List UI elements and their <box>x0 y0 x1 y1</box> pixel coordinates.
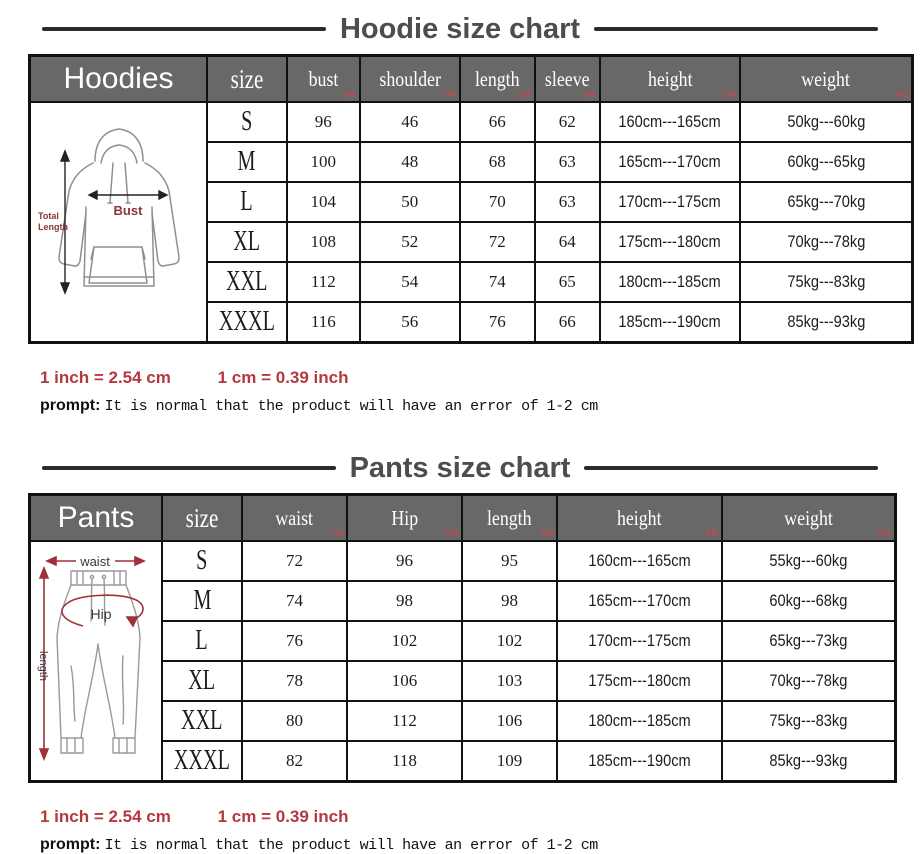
hoodie-weight-header: weight KG <box>740 56 913 103</box>
hoodie-xxxl-sleeve: 66 <box>535 302 600 343</box>
prompt-text: It is normal that the product will have an error of 1-2 cm <box>104 398 598 415</box>
hoodie-prompt-line <box>40 397 920 415</box>
pants-title-rule-right <box>584 466 878 470</box>
hoodie-xxl-shoulder: 54 <box>360 262 460 302</box>
length-unit: CM <box>518 90 531 99</box>
pants-prompt-line <box>40 836 920 854</box>
hoodie-bust-label: Bust <box>113 202 143 218</box>
hoodie-m-length: 68 <box>460 142 535 182</box>
hoodie-l-weight: 65kg---70kg <box>740 182 913 222</box>
hoodie-length-header: length CM <box>460 56 535 103</box>
hoodie-row-s <box>30 102 913 142</box>
bust-unit: CM <box>343 90 356 99</box>
pants-size-s: S <box>162 541 242 581</box>
hoodie-xl-length: 72 <box>460 222 535 262</box>
height-unit: CM <box>723 90 736 99</box>
hoodie-size-m: M <box>207 142 287 182</box>
pants-waist-label: waist <box>80 553 110 569</box>
hoodie-xl-shoulder: 52 <box>360 222 460 262</box>
hoodie-l-height: 170cm---175cm <box>600 182 740 222</box>
pants-xxxl-height: 185cm---190cm <box>557 741 722 782</box>
hoodie-s-sleeve: 62 <box>535 102 600 142</box>
hoodie-total-length-label-line1: Total <box>38 210 59 221</box>
hoodie-xxl-height: 180cm---185cm <box>600 262 740 302</box>
hoodie-chart-title: Hoodie size chart <box>339 12 581 45</box>
hip-unit: CM <box>445 529 458 538</box>
hoodie-l-shoulder: 50 <box>360 182 460 222</box>
prompt-label-2: prompt: <box>40 836 101 853</box>
shoulder-unit: CM <box>443 90 456 99</box>
hoodie-xxxl-weight: 85kg---93kg <box>740 302 913 343</box>
pants-conversion-line <box>40 807 920 827</box>
pants-size-table <box>28 493 897 783</box>
hoodie-bust-header: bust CM <box>287 56 360 103</box>
hoodie-conversion-line <box>40 368 920 388</box>
hoodie-m-shoulder: 48 <box>360 142 460 182</box>
hoodie-corner-cell <box>30 56 208 103</box>
pants-length-label: length <box>37 650 49 681</box>
cm-to-inch-note-2: 1 cm = 0.39 inch <box>217 807 349 826</box>
hoodie-title-rule-right <box>594 27 878 31</box>
pants-weight-unit: KG <box>878 529 891 538</box>
prompt-label: prompt: <box>40 397 101 414</box>
hoodie-m-bust: 100 <box>287 142 360 182</box>
size-chart-page <box>0 10 920 854</box>
hoodie-s-shoulder: 46 <box>360 102 460 142</box>
hoodie-xxl-weight: 75kg---83kg <box>740 262 913 302</box>
hoodie-section <box>0 10 920 415</box>
pants-corner-label: Pants <box>57 501 135 534</box>
pants-xl-hip: 106 <box>347 661 462 701</box>
inch-to-cm-note-2: 1 inch = 2.54 cm <box>40 807 171 826</box>
pants-size-xxxl: XXXL <box>162 741 242 782</box>
hoodie-xxl-length: 74 <box>460 262 535 302</box>
hoodie-size-header: size <box>207 56 287 103</box>
cm-to-inch-note: 1 cm = 0.39 inch <box>217 368 349 387</box>
pants-corner-cell <box>30 495 163 542</box>
hoodie-size-xxl: XXL <box>207 262 287 302</box>
pants-xl-length: 103 <box>462 661 557 701</box>
hoodie-s-bust: 96 <box>287 102 360 142</box>
hoodie-notes <box>40 368 920 415</box>
pants-xl-weight: 70kg---78kg <box>722 661 895 701</box>
pants-height-header: height CM <box>557 495 722 542</box>
hoodie-corner-label: Hoodies <box>63 62 174 95</box>
hoodie-measure-illustration <box>31 107 206 333</box>
hoodie-xl-bust: 108 <box>287 222 360 262</box>
pants-row-s <box>30 541 896 581</box>
pants-xxl-waist: 80 <box>242 701 347 741</box>
pants-xl-waist: 78 <box>242 661 347 701</box>
pants-l-waist: 76 <box>242 621 347 661</box>
hoodie-title-rule-left <box>42 27 326 31</box>
hoodie-total-length-label-line2: Length <box>38 221 68 232</box>
pants-height-unit: CM <box>705 529 718 538</box>
hoodie-xl-height: 175cm---180cm <box>600 222 740 262</box>
weight-unit: KG <box>896 90 909 99</box>
hoodie-l-length: 70 <box>460 182 535 222</box>
waist-unit: CM <box>330 529 343 538</box>
hoodie-xxxl-length: 76 <box>460 302 535 343</box>
pants-l-hip: 102 <box>347 621 462 661</box>
pants-chart-title: Pants size chart <box>349 451 571 484</box>
pants-m-waist: 74 <box>242 581 347 621</box>
hoodie-l-sleeve: 63 <box>535 182 600 222</box>
inch-to-cm-note: 1 inch = 2.54 cm <box>40 368 171 387</box>
hoodie-m-height: 165cm---170cm <box>600 142 740 182</box>
hoodie-xxl-sleeve: 65 <box>535 262 600 302</box>
pants-m-weight: 60kg---68kg <box>722 581 895 621</box>
pants-m-hip: 98 <box>347 581 462 621</box>
pants-header-row <box>30 495 896 542</box>
pants-length-unit: CM <box>540 529 553 538</box>
pants-l-length: 102 <box>462 621 557 661</box>
pants-xl-height: 175cm---180cm <box>557 661 722 701</box>
pants-length-header: length CM <box>462 495 557 542</box>
hoodie-m-sleeve: 63 <box>535 142 600 182</box>
hoodie-xxxl-bust: 116 <box>287 302 360 343</box>
hoodie-xxxl-shoulder: 56 <box>360 302 460 343</box>
pants-xxl-height: 180cm---185cm <box>557 701 722 741</box>
pants-title-rule-left <box>42 466 336 470</box>
pants-s-hip: 96 <box>347 541 462 581</box>
pants-size-xl: XL <box>162 661 242 701</box>
hoodie-arrows <box>61 151 167 293</box>
pants-s-weight: 55kg---60kg <box>722 541 895 581</box>
pants-size-header: size <box>162 495 242 542</box>
pants-xxxl-hip: 118 <box>347 741 462 782</box>
hoodie-s-length: 66 <box>460 102 535 142</box>
pants-weight-header: weight KG <box>722 495 895 542</box>
hoodie-sleeve-header: sleeve CM <box>535 56 600 103</box>
pants-xxl-hip: 112 <box>347 701 462 741</box>
pants-m-length: 98 <box>462 581 557 621</box>
hoodie-xxxl-height: 185cm---190cm <box>600 302 740 343</box>
hoodie-xl-sleeve: 64 <box>535 222 600 262</box>
hoodie-title-row <box>0 10 920 48</box>
pants-xxxl-length: 109 <box>462 741 557 782</box>
hoodie-header-row <box>30 56 913 103</box>
hoodie-size-table <box>28 54 914 344</box>
hoodie-m-weight: 60kg---65kg <box>740 142 913 182</box>
pants-size-m: M <box>162 581 242 621</box>
pants-s-length: 95 <box>462 541 557 581</box>
pants-m-height: 165cm---170cm <box>557 581 722 621</box>
pants-xxl-weight: 75kg---83kg <box>722 701 895 741</box>
pants-l-weight: 65kg---73kg <box>722 621 895 661</box>
pants-l-height: 170cm---175cm <box>557 621 722 661</box>
hoodie-s-height: 160cm---165cm <box>600 102 740 142</box>
hoodie-l-bust: 104 <box>287 182 360 222</box>
pants-waist-header: waist CM <box>242 495 347 542</box>
pants-section <box>0 449 920 854</box>
hoodie-xxl-bust: 112 <box>287 262 360 302</box>
hoodie-size-xxxl: XXXL <box>207 302 287 343</box>
pants-size-xxl: XXL <box>162 701 242 741</box>
pants-measure-illustration <box>31 546 161 772</box>
pants-s-waist: 72 <box>242 541 347 581</box>
sleeve-unit: CM <box>583 90 596 99</box>
pants-size-l: L <box>162 621 242 661</box>
hoodie-size-s: S <box>207 102 287 142</box>
hoodie-size-l: L <box>207 182 287 222</box>
prompt-text-2: It is normal that the product will have an error of 1-2 cm <box>104 837 598 854</box>
pants-title-row <box>0 449 920 487</box>
hoodie-diagram-cell <box>30 102 208 343</box>
hoodie-height-header: height CM <box>600 56 740 103</box>
pants-s-height: 160cm---165cm <box>557 541 722 581</box>
pants-notes <box>40 807 920 854</box>
pants-drawing <box>57 571 140 753</box>
hoodie-xl-weight: 70kg---78kg <box>740 222 913 262</box>
pants-xxl-length: 106 <box>462 701 557 741</box>
hoodie-s-weight: 50kg---60kg <box>740 102 913 142</box>
hoodie-shoulder-header: shoulder CM <box>360 56 460 103</box>
pants-xxxl-weight: 85kg---93kg <box>722 741 895 782</box>
pants-xxxl-waist: 82 <box>242 741 347 782</box>
pants-hip-header: Hip CM <box>347 495 462 542</box>
pants-diagram-cell <box>30 541 163 782</box>
hoodie-size-xl: XL <box>207 222 287 262</box>
pants-hip-label: Hip <box>90 605 112 622</box>
